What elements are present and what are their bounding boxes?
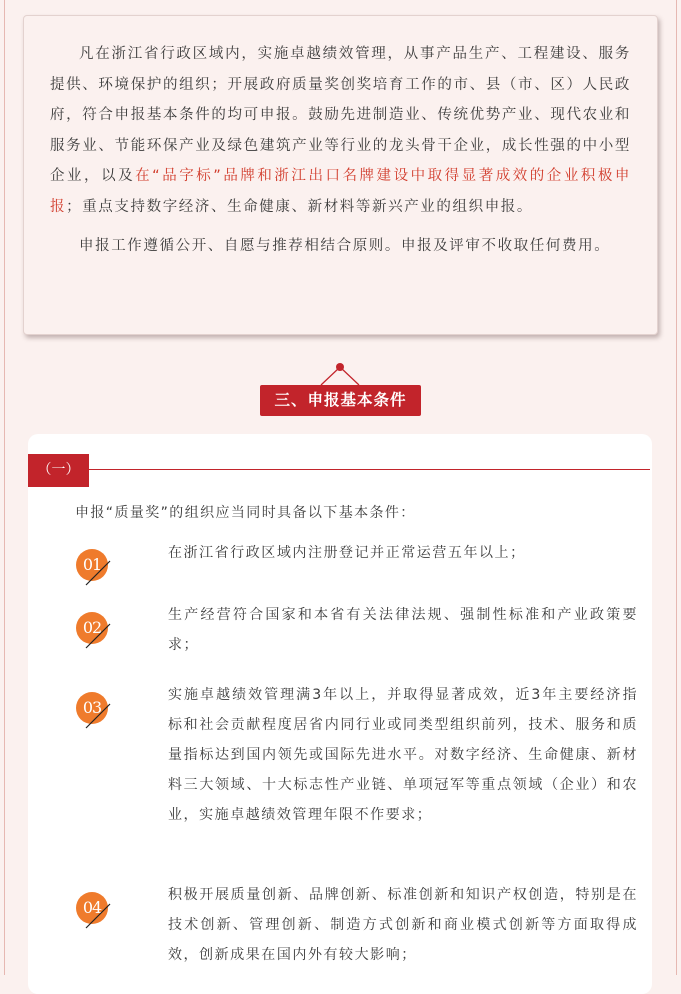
item-number-badge-03: [76, 692, 116, 732]
item-number-badge-04: [76, 892, 116, 932]
section-title: 三、申报基本条件: [260, 385, 421, 416]
intro-card: [23, 15, 658, 335]
intro-text-part1: 凡在浙江省行政区域内，实施卓越绩效管理，从事产品生产、工程建设、服务提供、环境保护的组织；开展政府质量奖创奖培育工作的市、县（市、区）人民政府，符合申报基本条件的均可申报。鼓励先进制造业、传统优势产业、现代农业和服务业、节能环保产业及绿色建筑产业等行业的龙头骨干企业，成长性强的中小型企业，以及: [50, 46, 631, 185]
subsection-label: （一）: [28, 454, 89, 487]
badge-number: 01: [76, 549, 108, 581]
intro-text-part2: ；重点支持数字经济、生命健康、新材料等新兴产业的组织申报。: [66, 198, 534, 215]
item-number-badge-01: [76, 549, 116, 589]
condition-item-03-text: 实施卓越绩效管理满3年以上，并取得显著成效，近3年主要经济指标和社会贡献程度居省内同行业或同类型组织前列，技术、服务和质量指标达到国内领先或国际先进水平。对数字经济、生命健康、新材料三大领域、十大标志性产业链、单项冠军等重点领域（企业）和农业，实施卓越绩效管理年限不作要求；: [168, 687, 638, 823]
intro-highlight-text: 在“品字标”品牌和浙江出口名牌建设中取得显著成效的企业积极申报: [50, 168, 632, 215]
intro-paragraph-2: 申报工作遵循公开、自愿与推荐相结合原则。申报及评审不收取任何费用。: [79, 237, 611, 254]
badge-slash-icon: [76, 892, 116, 932]
badge-number: 03: [76, 692, 108, 724]
left-frame-line: [4, 0, 5, 975]
badge-number: 02: [76, 612, 108, 644]
item-number-badge-02: [76, 612, 116, 652]
intro-paragraph-1: [50, 39, 631, 223]
right-frame-line: [676, 0, 677, 975]
condition-item-01-text: 在浙江省行政区域内注册登记并正常运营五年以上；: [168, 545, 526, 561]
section-title-decoration-icon: [318, 362, 363, 386]
badge-slash-icon: [76, 549, 116, 589]
condition-item-02-text: 生产经营符合国家和本省有关法律法规、强制性标准和产业政策要求；: [168, 607, 638, 653]
badge-slash-icon: [76, 692, 116, 732]
condition-item-04-text: 积极开展质量创新、品牌创新、标准创新和知识产权创造，特别是在技术创新、管理创新、制造方式创新和商业模式创新等方面取得成效，创新成果在国内外有较大影响；: [168, 887, 638, 963]
subsection-divider: [89, 469, 650, 470]
badge-slash-icon: [76, 612, 116, 652]
conditions-lead-text: 申报“质量奖”的组织应当同时具备以下基本条件：: [75, 505, 416, 521]
badge-number: 04: [76, 892, 108, 924]
